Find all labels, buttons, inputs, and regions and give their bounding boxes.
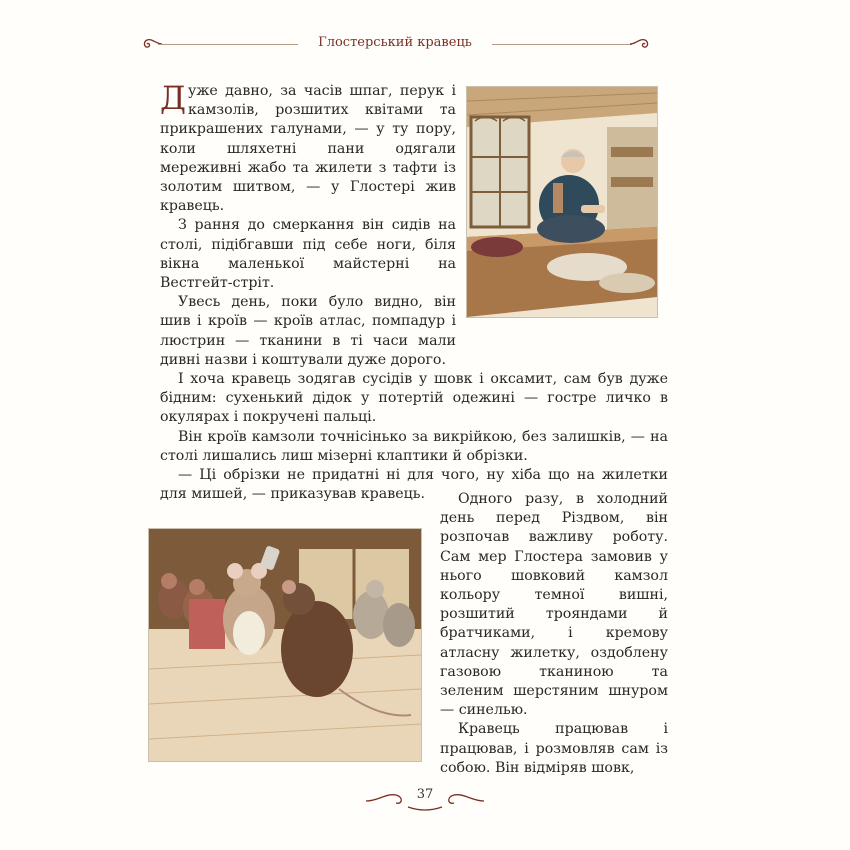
header-rule-left <box>158 44 298 45</box>
text-column-top <box>160 79 456 370</box>
paragraph-1 <box>160 79 456 216</box>
mice-illustration <box>148 528 422 762</box>
paragraph-8: Кравець працював і працював, і розмовляв сам із собою. Він відміряв шовк, <box>440 721 668 776</box>
text-column-right <box>440 490 668 778</box>
running-header <box>140 32 650 56</box>
paragraph-7: Одного разу, в холодний день перед Різдвом, він розпочав важливу роботу. Сам мер Глостера замовив у нього шовковий камзол кольору темної вишні, розшитий трояндами й братчиками, і кремову атласну жилетку, оздоблену газовою тканиною та зеленим шерстяним шнуром — синелью. <box>440 491 668 719</box>
paragraph-2: З рання до смеркання він сидів на столі, підібгавши під себе ноги, біля вікна маленької майстерні на Вестгейт-стріт. <box>160 217 456 292</box>
text-column-full <box>160 370 668 504</box>
header-rule-right <box>492 44 632 45</box>
paragraph-6: — Ці обрізки не придатні ні для чого, ну хіба що на жилетки для мишей, — приказував кравець. <box>160 467 668 503</box>
header-title: Глостерський кравець <box>318 35 472 50</box>
paragraph-5: Він кроїв камзоли точнісінько за викрійкою, без залишків, — на столі лишались лиш мізерні клаптики й обрізки. <box>160 428 668 464</box>
tailor-illustration <box>466 86 658 318</box>
page-number: 37 <box>416 787 434 802</box>
tailor-picture <box>467 87 657 317</box>
mice-picture <box>149 529 421 761</box>
drop-cap: Д <box>160 79 187 117</box>
paragraph-1-text: уже давно, за часів шпаг, перук і камзолів, розшитих квітами та прикрашених галунами, — у ту пору, коли шляхетні пани одягали мереживні жабо та жилети з тафти із золотим шитвом, — у Глостері жив кравець. <box>160 83 456 215</box>
page-footer <box>360 783 490 811</box>
paragraph-3: Увесь день, поки було видно, він шив і кроїв — кроїв атлас, помпадур і люстрин — тканини в ті часи мали дивні назви і коштували дуже дорого. <box>160 294 456 368</box>
paragraph-4: І хоча кравець зодягав сусідів у шовк і оксамит, сам був дуже бідним: сухенький дідок у потертій одежині — гостре личко в окулярах і покручені пальці. <box>160 371 668 426</box>
right-ornament-icon <box>628 34 652 54</box>
